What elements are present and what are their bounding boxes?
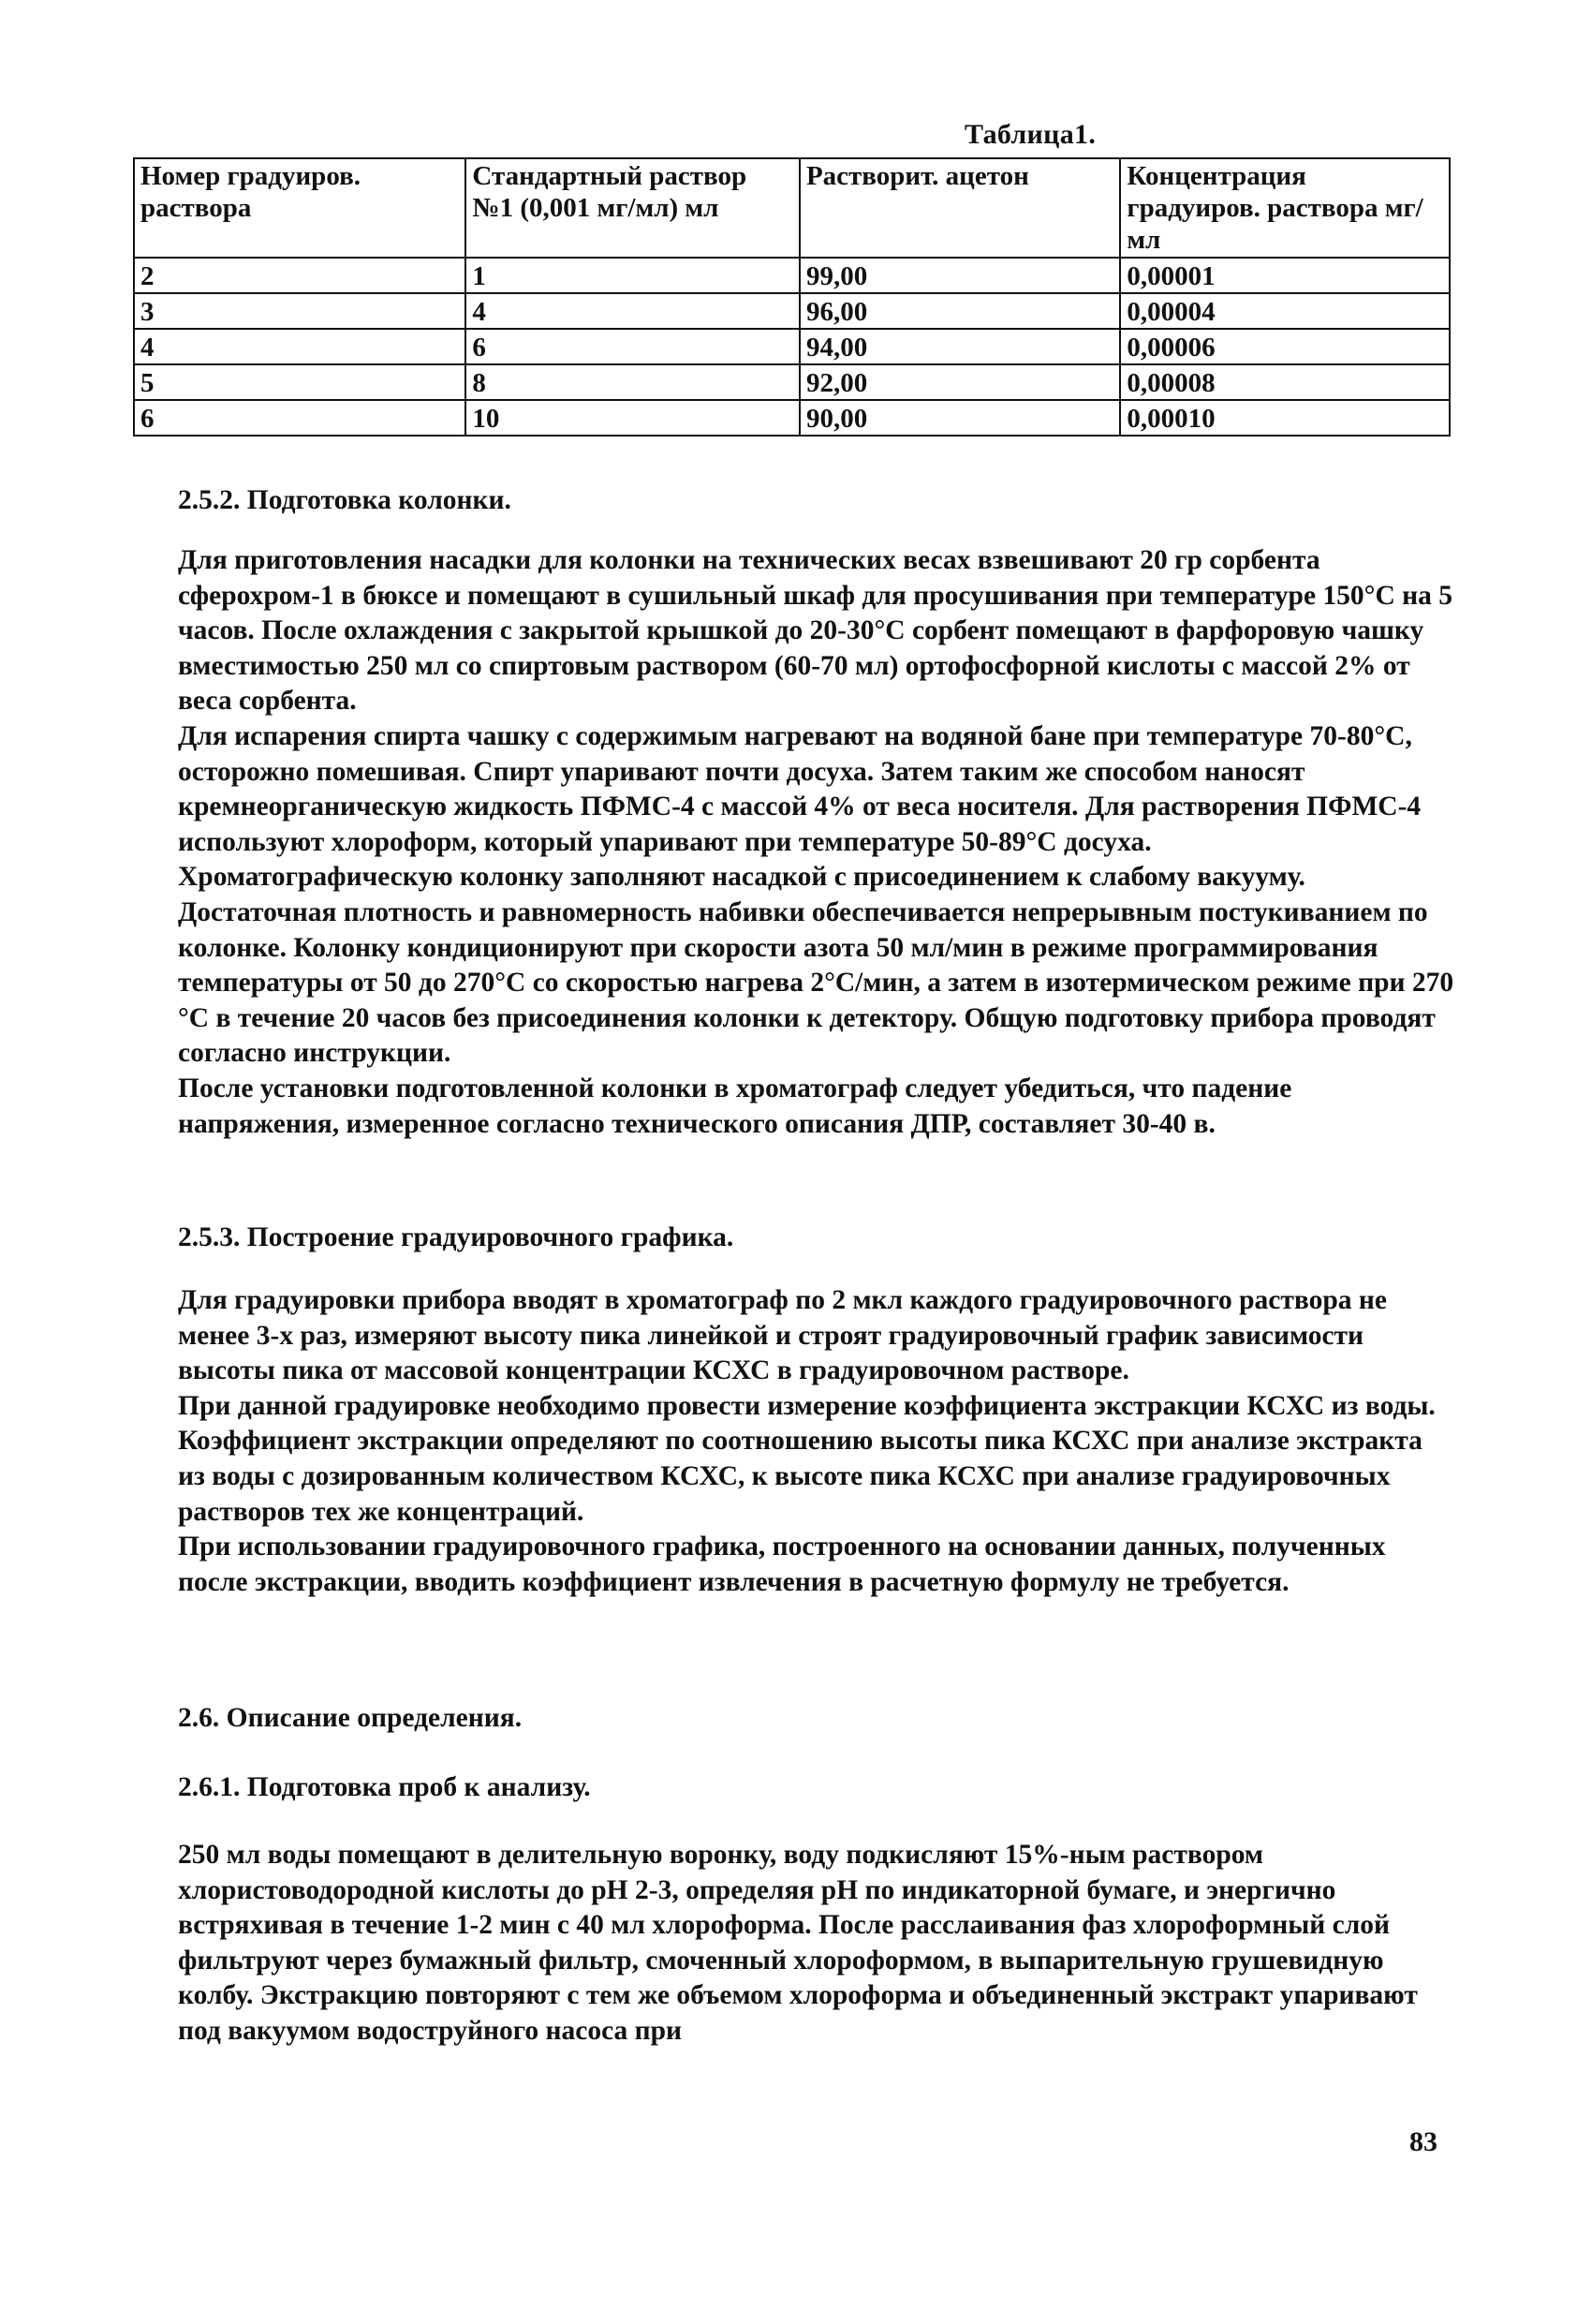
section-2-5-3-body [178, 1283, 1456, 1600]
table-cell: 1 [465, 258, 800, 293]
paragraph: Хроматографическую колонку заполняют насадкой с присоединением к слабому вакууму. Достаточная плотность и равномерность набивки обеспечивается непрерывным постукиванием по колонке. Колонку кондиционируют при скорости азота 50 мл/мин в режиме программирования температуры от 50 до 270°С со скоростью нагрева 2°С/мин, а затем в изотермическом режиме при 270 °С в течение 20 часов без присоединения колонки к детектору. Общую подготовку прибора проводят согласно инструкции. [178, 862, 1454, 1069]
table-row [134, 400, 1450, 436]
table-caption: Таблица1. [965, 119, 1097, 150]
section-2-6-1-body [178, 1838, 1456, 2050]
paragraph: 250 мл воды помещают в делительную воронку, воду подкисляют 15%-ным раствором хлористоводородной кислоты до рН 2-3, определяя рН по индикаторной бумаге, и энергично встряхивая в течение 1-2 мин с 40 мл хлороформа. После расслаивания фаз хлороформный слой фильтруют через бумажный фильтр, смоченный хлороформом, в выпарительную грушевидную колбу. Экстракцию повторяют с тем же объемом хлороформа и объединенный экстракт упаривают под вакуумом водоструйного насоса при [178, 1840, 1418, 2046]
section-heading-2-6: 2.6. Описание определения. [178, 1703, 523, 1733]
table-header-cell: Номер градуиров. раствора [134, 158, 465, 258]
section-heading-2-5-3: 2.5.3. Построение градуировочного графика. [178, 1222, 734, 1252]
table-header-cell: Стандартный раствор №1 (0,001 мг/мл) мл [465, 158, 800, 258]
table-cell: 6 [465, 329, 800, 364]
paragraph: При данной градуировке необходимо провести измерение коэффициента экстракции КСХС из воды. Коэффициент экстракции определяют по соотношению высоты пика КСХС при анализе экстракта из воды с дозированным количеством КСХС, к высоте пика КСХС при анализе градуировочных растворов тех же концентраций. [178, 1390, 1436, 1527]
table-header-cell: Растворит. ацетон [800, 158, 1120, 258]
table-cell: 3 [134, 293, 465, 329]
paragraph: Для приготовления насадки для колонки на технических весах взвешивают 20 гр сорбента сферохром-1 в бюксе и помещают в сушильный шкаф для просушивания при температуре 150°С на 5 часов. После охлаждения с закрытой крышкой до 20-30°С сорбент помещают в фарфоровую чашку вместимостью 250 мл со спиртовым раствором (60-70 мл) ортофосфорной кислоты с массой 2% от веса сорбента. [178, 545, 1453, 717]
table-cell: 6 [134, 400, 465, 436]
table-cell: 4 [134, 329, 465, 364]
page-number: 83 [1409, 2126, 1437, 2157]
section-heading-2-5-2: 2.5.2. Подготовка колонки. [178, 485, 511, 515]
table-cell: 0,00008 [1120, 364, 1450, 400]
table-cell: 94,00 [800, 329, 1120, 364]
table-cell: 10 [465, 400, 800, 436]
table-cell: 4 [465, 293, 800, 329]
paragraph: При использовании градуировочного графика, построенного на основании данных, полученных после экстракции, вводить коэффициент извлечения в расчетную формулу не требуется. [178, 1532, 1386, 1597]
table-cell: 0,00006 [1120, 329, 1450, 364]
table-header-row [134, 158, 1450, 258]
table-cell: 0,00010 [1120, 400, 1450, 436]
table-cell: 90,00 [800, 400, 1120, 436]
table-header-cell: Концентрация градуиров. раствора мг/мл [1120, 158, 1450, 258]
calibration-table [133, 157, 1451, 437]
paragraph: Для градуировки прибора вводят в хроматограф по 2 мкл каждого градуировочного раствора не менее 3-х раз, измеряют высоту пика линейкой и строят градуировочный график зависимости высоты пика от массовой концентрации КСХС в градуировочном растворе. [178, 1285, 1387, 1386]
table-row [134, 329, 1450, 364]
paragraph: Для испарения спирта чашку с содержимым нагревают на водяной бане при температуре 70-80°С, осторожно помешивая. Спирт упаривают почти досуха. Затем таким же способом наносят кремнеорганическую жидкость ПФМС-4 с массой 4% от веса носителя. Для растворения ПФМС-4 используют хлороформ, который упаривают при температуре 50-89°С досуха. [178, 720, 1422, 857]
table-row [134, 293, 1450, 329]
table-cell: 92,00 [800, 364, 1120, 400]
table-cell: 96,00 [800, 293, 1120, 329]
table-cell: 0,00004 [1120, 293, 1450, 329]
table-cell: 2 [134, 258, 465, 293]
table-cell: 8 [465, 364, 800, 400]
paragraph: После установки подготовленной колонки в хроматограф следует убедиться, что падение напряжения, измеренное согласно технического описания ДПР, составляет 30-40 в. [178, 1073, 1292, 1139]
table-row [134, 258, 1450, 293]
section-heading-2-6-1: 2.6.1. Подготовка проб к анализу. [178, 1772, 591, 1802]
table-cell: 0,00001 [1120, 258, 1450, 293]
table-row [134, 364, 1450, 400]
table-cell: 5 [134, 364, 465, 400]
table-cell: 99,00 [800, 258, 1120, 293]
section-2-5-2-body [178, 543, 1456, 1142]
